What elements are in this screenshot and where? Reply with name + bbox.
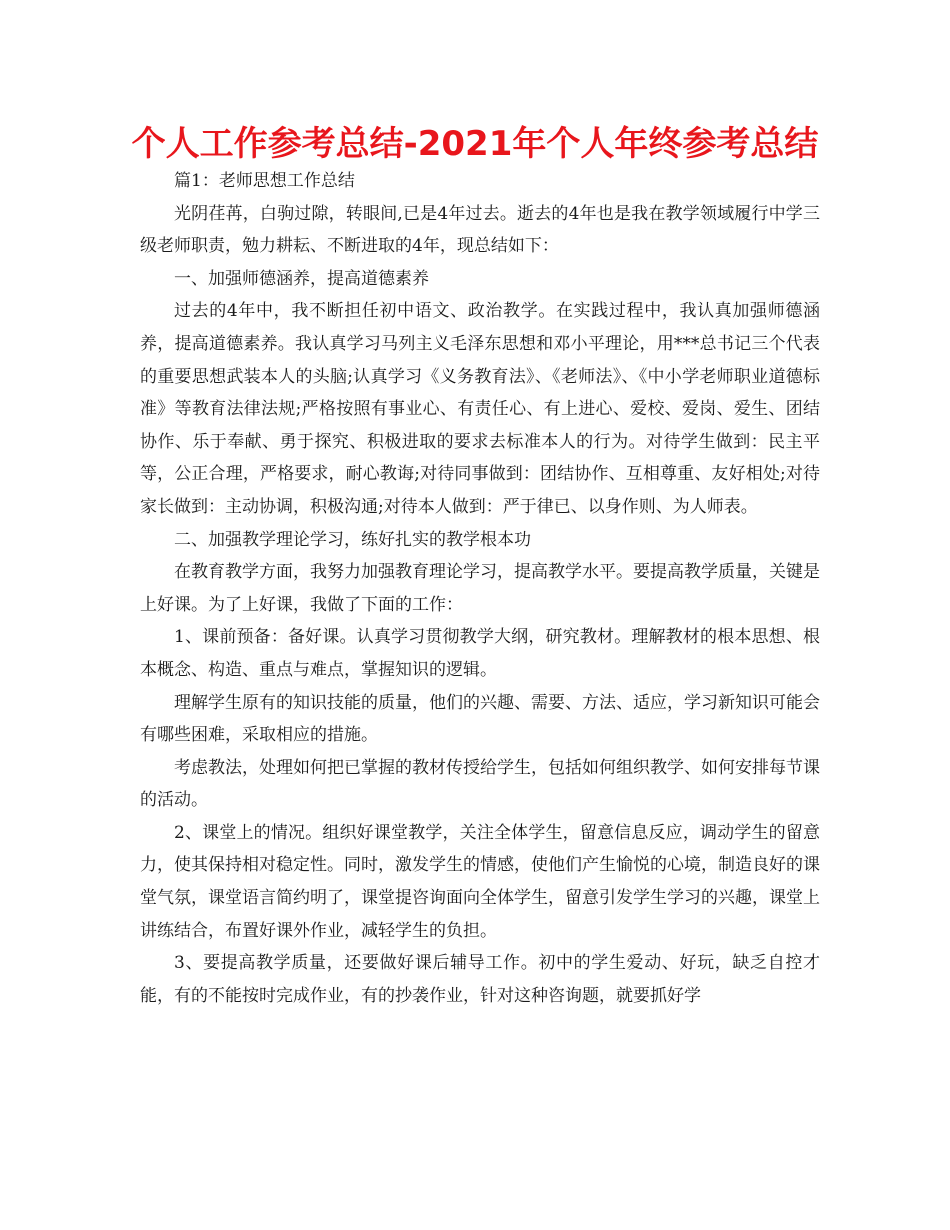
section-heading: 篇1：老师思想工作总结	[174, 171, 355, 191]
paragraph: 3、要提高教学质量，还要做好课后辅导工作。初中的学生爱动、好玩，缺乏自控才能，有的不能按时完成作业，有的抄袭作业，针对这种咨询题，就要抓好学	[140, 953, 820, 1006]
paragraph: 考虑教法，处理如何把已掌握的教材传授给学生，包括如何组织教学、如何安排每节课的活动。	[140, 757, 820, 811]
paragraph: 2、课堂上的情况。组织好课堂教学，关注全体学生，留意信息反应，调动学生的留意力，使其保持相对稳定性。同时，激发学生的情感，使他们产生愉悦的心境，制造良好的课堂气氛，课堂语言简约明了，课堂提咨询面向全体学生，留意引发学生学习的兴趣，课堂上讲练结合，布置好课外作业，减轻学生的负担。	[140, 822, 820, 941]
document-title: 个人工作参考总结-2021年个人年终参考总结	[131, 124, 819, 164]
section-heading: 二、加强教学理论学习，练好扎实的教学根本功	[174, 529, 531, 550]
section-heading: 一、加强师德涵养，提高道德素养	[174, 268, 429, 289]
paragraph: 1、课前预备：备好课。认真学习贯彻教学大纲，研究教材。理解教材的根本思想、根本概念、构造、重点与难点，掌握知识的逻辑。	[140, 627, 820, 680]
paragraph: 过去的4年中，我不断担任初中语文、政治教学。在实践过程中，我认真加强师德涵养，提高道德素养。我认真学习马列主义毛泽东思想和邓小平理论，用***总书记三个代表的重要思想武装本人的头脑;认真学习《义务教育法》、《老师法》、《中小学老师职业道德标准》等教育法律法规;严格按照有事业心、有责任心、有上进心、爱校、爱岗、爱生、团结协作、乐于奉献、勇于探究、积极进取的要求去标准本人的行为。对待学生做到：民主平等，公正合理，严格要求，耐心教诲;对待同事做到：团结协作、互相尊重、友好相处;对待家长做到：主动协调，积极沟通;对待本人做到：严于律已、以身作则、为人师表。	[140, 301, 820, 517]
paragraph: 理解学生原有的知识技能的质量，他们的兴趣、需要、方法、适应，学习新知识可能会有哪些困难，采取相应的措施。	[140, 692, 820, 746]
paragraph: 在教育教学方面，我努力加强教育理论学习，提高教学水平。要提高教学质量，关键是上好课。为了上好课，我做了下面的工作：	[140, 562, 820, 615]
paragraph: 光阴荏苒，白驹过隙，转眼间,已是4年过去。逝去的4年也是我在教学领域履行中学三级老师职责，勉力耕耘、不断进取的4年，现总结如下：	[140, 203, 820, 257]
document-body	[140, 165, 820, 1012]
